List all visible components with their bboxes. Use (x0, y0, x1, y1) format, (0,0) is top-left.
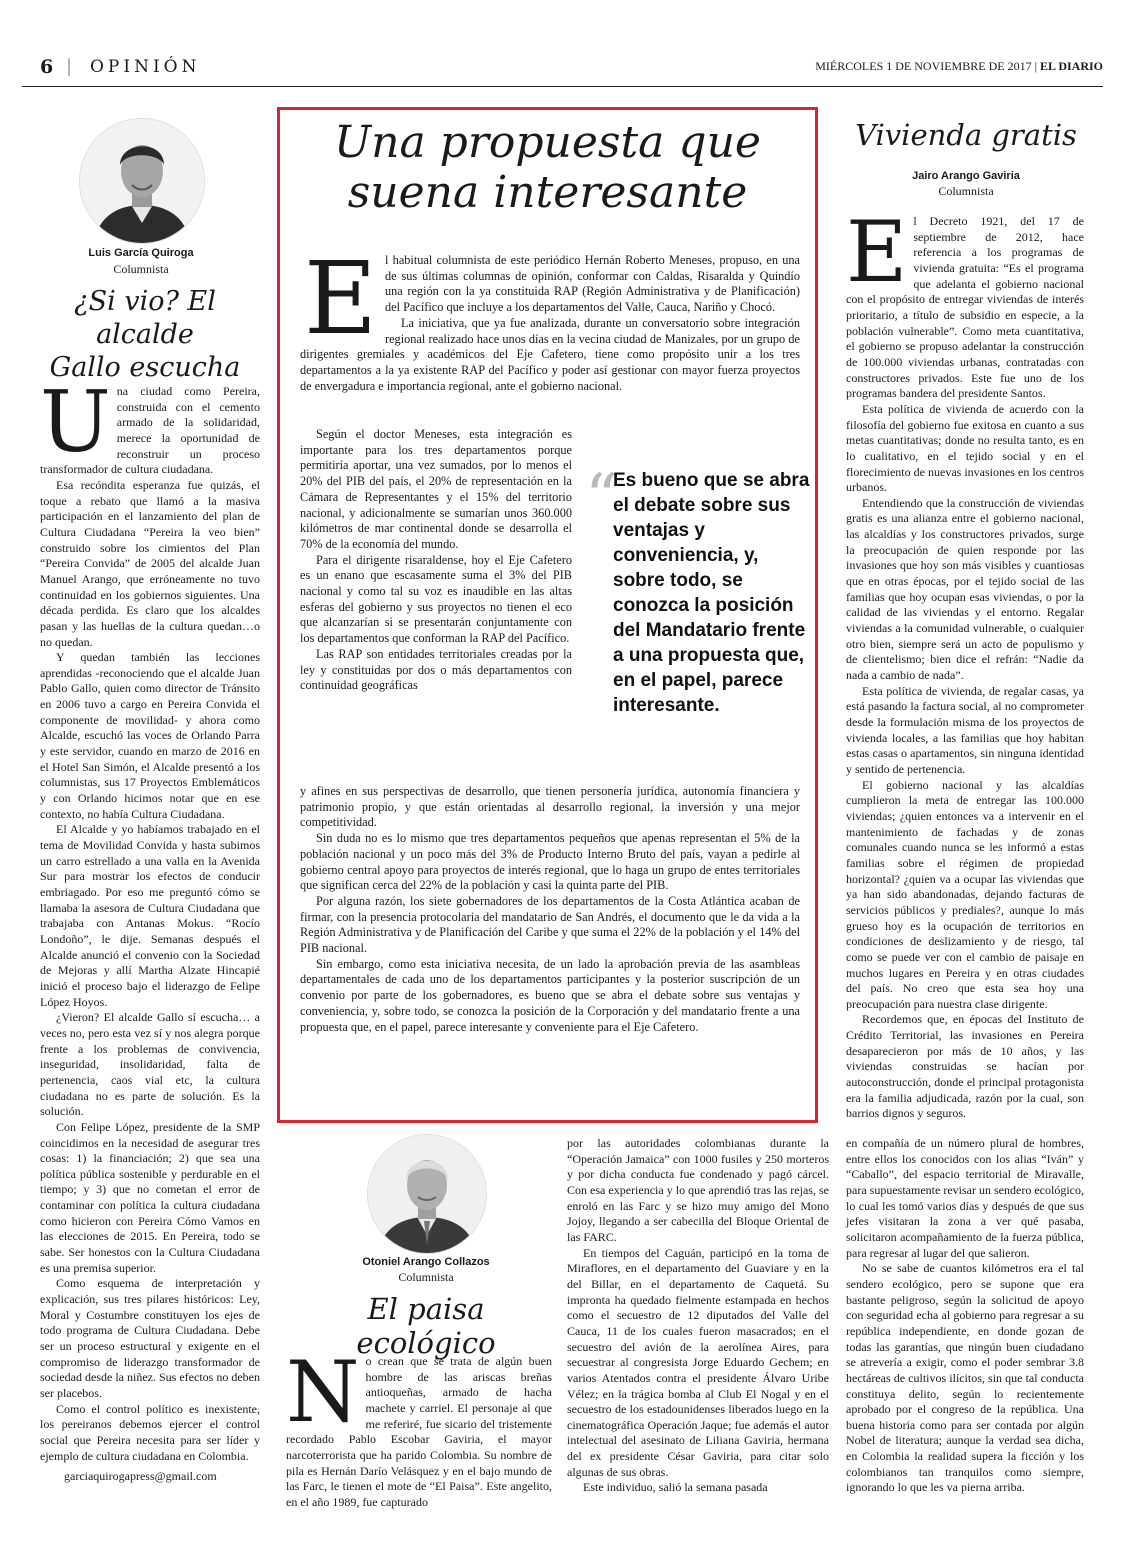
paragraph: y afines en sus perspectivas de desarrollo, que tienen personería jurídica, autonomía financiera y patrimonio propio, y que están orientadas al desarrollo regional, la inversión y una mejor competitividad. (300, 784, 800, 830)
header-rule (22, 86, 1103, 87)
paragraph: Para el dirigente risaraldense, hoy el Eje Cafetero es un enano que escasamente suma el 3% del PIB nacional y como tal su voz es inaudible en las altas esferas del gobierno y sus proyectos no tienen el eco que alcanzarían si se presentarán conjuntamente con los departamentos que conforman la RAP del Pacífico. (300, 552, 572, 646)
author-role-bottom: Columnista (398, 1270, 454, 1284)
paragraph: Con Felipe López, presidente de la SMP coincidimos en la necesidad de asegurar tres cosas: 1) la financiación; 2) que sea una política pública sostenible y perdurable en el tiempo; y 3) que no cometan el error de contaminar con política la cultura ciudadana como hicieron con Pereira Cómo Vamos en las elecciones de 2015. En Pereira, todo se sabe. Ser honestos con la Cultura Ciudadana es una premisa superior. (40, 1119, 260, 1275)
paragraph: Como esquema de interpretación y explicación, sus tres pilares históricos: Ley, Moral y Costumbre constituyen los ejes de todo programa de Cultura Ciudadana. Debe ser un proceso estructural y exigente en el compromiso de liderazgo transformador de sociedad desde la niñez. Sus efectos no deben ser placebos. (40, 1276, 260, 1400)
section-title: OPINIÓN (90, 57, 201, 77)
paragraph: Este individuo, salió la semana pasada (583, 1480, 768, 1495)
author-role-left: Columnista (113, 262, 169, 276)
headline-bottom: El paisa ecológico (356, 1292, 496, 1360)
paragraph: Según el doctor Meneses, esta integración es importante para los tres departamentos porque permitiría aportar, una vez sumados, por lo menos el 20% del PIB del país, el 20% de representación en la Cámara de Representantes y el 15% del territorio nacional, y adicionalmente se sumarían unos 360.000 kilómetros de mar continental donde se desarrolla el 70% de la economía del mundo. (300, 427, 572, 551)
quote-mark-icon: “ (585, 461, 618, 535)
headline-center-line2: suena interesante (347, 167, 748, 218)
avatar-otoniel-arango-collazos (367, 1134, 487, 1254)
paragraph: Como el control político es inexistente, los pereiranos debemos ejercer el control social que Pereira necesita para ser líder y ejemplo de cultura ciudadana en Colombia. (40, 1401, 260, 1463)
headline-center (290, 118, 805, 218)
header-separator: | (66, 56, 73, 77)
paragraph: ¿Vieron? El alcalde Gallo sí escucha… a veces no, pero esta vez sí y nos alegra porque frente a los problemas de convivencia, inseguridad, insolidaridad, falta de pertenencia, caos vial etc, la cultura ciudadana no es parte de solución. Es la solución. (40, 1010, 260, 1119)
paragraph: Sin embargo, como esta iniciativa necesita, de un lado la aprobación previa de las asambleas departamentales de cada uno de los departamentos participantes y la posterior suscripción de un convenio por parte de los gobernadores, es bueno que se abra el debate sobre sus ventajas y conveniencia, y, sobre todo, se conozca la posición de la Corporación y del mandatario frente a una propuesta que, en el papel, parece interesante y conveniente para el Eje Cafetero. (300, 956, 800, 1034)
paragraph: Las RAP son entidades territoriales creadas por la ley y constituidas por dos o más departamentos con continuidad geográficas (300, 646, 572, 693)
author-role-right: Columnista (938, 184, 994, 198)
paragraph: Sin duda no es lo mismo que tres departamentos pequeños que apenas representan el 5% de la población nacional y un poco más del 3% de Producto Interno Bruto del país, vayan a pedirle al gobierno central apoyo para proyectos de interés regional, que lo haga un grupo de entes territoriales que significan cerca del 22% de la población y casi la quinta parte del PIB. (300, 831, 800, 893)
pull-quote: Es bueno que se abra el debate sobre sus ventajas y conveniencia, y, sobre todo, se conozca la posición del Mandatario frente a una propuesta que, en el papel, parece interesante. (613, 470, 810, 716)
bottom-col-1 (286, 1343, 552, 1511)
paragraph: Esta política de vivienda, de regalar casas, ya está pasando la factura social, al no comprometer desde la formulación misma de los proyectos de vivienda locales, a las familias que hoy habitan estas casas o apartamentos, sin ninguna identidad y sentido de pertenencia. (846, 683, 1084, 776)
date-text: MIÉRCOLES 1 DE NOVIEMBRE DE 2017 | (815, 59, 1037, 73)
author-name-bottom: Otoniel Arango Collazos (362, 1256, 490, 1268)
portrait-icon (80, 119, 204, 243)
header-date (815, 59, 1103, 74)
headline-center-line1: Una propuesta que (334, 117, 761, 168)
drop-cap: U (40, 373, 111, 471)
paragraph: La iniciativa, que ya fue analizada, durante un conversatorio sobre integración regional realizado hace unos días en la vecina ciudad de Manizales, por un grupo de dirigentes gremiales y académicos del Eje Cafetero, tiene como propósito unir a los tres departamentos a la ya existente RAP del Pacífico y poder así gestionar con mayor fuerza proyectos de envergadura e importancia regional, ante el gobierno nacional. (300, 315, 800, 393)
paragraph: por las autoridades colombianas durante la “Operación Jamaica” con 1000 fusiles y 250 morteros y por dicha conducta fue condenado y pagó cárcel. Con esa experiencia y lo que aprendió tras las rejas, se enroló en las Farc y se hizo muy amigo del Mono Jojoy, llegando a ser cabecilla del Bloque Oriental de las FARC. (567, 1136, 829, 1244)
right-column-body (846, 203, 1084, 1122)
paragraph: Esa recóndita esperanza fue quizás, el toque a rebato que llamó a la masiva participación en el lanzamiento del plan de Cultura Ciudadana “Pereira la veo bien” construido sobre los cimientos del Plan “Pereira Convida” de 2005 del alcalde Juan Manuel Arango, que erróneamente no tuvo continuidad en los gobiernos siguientes. Una década perdida. Es claro que los alcaldes pasan y las huellas de la cultura quedan…o no quedan. (40, 477, 260, 649)
headline-left-line1: ¿Si vio? El alcalde (74, 286, 216, 350)
page-number: 6 (40, 56, 54, 78)
headline-right: Vivienda gratis (855, 118, 1077, 152)
drop-cap: N (286, 1343, 360, 1441)
center-article-intro (300, 240, 800, 394)
paragraph: El Alcalde y yo habíamos trabajado en el tema de Movilidad Convida y hasta subimos un carro estrellado a una valla en la Avenida Sur para mostrar los efectos de conducir embriagado. Por eso me preguntó cómo se llamaba la asesora de Cultura Ciudadana que trabajaba con Antanas Mokus. “Rocío Londoño”, le dije. Semanas después el Alcalde anunció el convenio con la Sociedad de Mejoras y allí Martha Alzate Hincapié inició el proceso bajo el liderazgo de Felipe López Hoyos. (40, 822, 260, 1009)
paragraph: Esta política de vivienda de acuerdo con la filosofía del gobierno fue exitosa en cuanto a sus metas cuantitativas; donde no resulta tanto, es en lo cualitativo, en el tejido social y en el florecimiento de nuevas invasiones en los centros urbanos. (846, 401, 1084, 495)
bottom-col-2 (567, 1136, 829, 1496)
author-email: garciaquirogapress@gmail.com (64, 1469, 217, 1484)
headline-left (40, 285, 250, 384)
paragraph: Una ciudad como Pereira, construida con el cemento armado de la solidaridad, merece la oportunidad de reconstruir un proceso transformador de cultura ciudadana. (40, 373, 260, 477)
paragraph: No crean que se trata de algún buen hombre de las ariscas breñas antioqueñas, armado de hacha machete y carriel. El personaje al que me referiré, fue sicario del tristemente recordado Pablo Escobar Gaviria, el mayor narcoterrorista que ha parido Colombia. Su nombre de pila es Hernán Darío Velásquez y en el bajo mundo de las Farc, le tienen el mote de “El Paisa”. Este angelito, en el año 1989, fue capturado (286, 1343, 552, 1509)
paragraph: El habitual columnista de este periódico Hernán Roberto Meneses, propuso, en una de sus últimas columnas de opinión, conformar con Caldas, Risaralda y Quindío una región con la ya constituida RAP (Región Administrativa y de Planificación) del Pacífico que incluye a los departamentos del Valle, Cauca, Nariño y Chocó. (304, 240, 800, 357)
left-column-body (40, 373, 260, 1485)
paragraph: Y quedan también las lecciones aprendidas -reconociendo que el alcalde Juan Pablo Gallo, quien como director de Tránsito en 2006 tuvo a cargo en Pereira Convida el componente de movilidad- y ahora como Alcalde, escuchó las voces de Orlando Parra y este servidor, cuando en marzo de 2016 en el Hotel San Simón, el Alcalde presentó a los columnistas, sus 17 Proyectos Emblemáticos y con Orlando hicimos notar que en ese contexto, no había Cultura Ciudadana. (40, 650, 260, 821)
drop-cap: E (304, 240, 377, 357)
drop-cap: E (846, 203, 908, 301)
paragraph: No se sabe de cuantos kilómetros era el tal sendero ecológico, pero se supone que era bastante peligroso, según la solicitud de apoyo con seguridad echa al gobierno para regresar a su república independiente, en donde gozan de todas las garantías, que ningún buen ciudadano se atrevería a exigir, como el poder sembrar 3.8 hectáreas de cultivos ilícitos, sin que tal conducta constituya delito, según lo recientemente aprobado por el congreso de la república. Una buena historia como para ser contada por algún Nobel de literatura; aunque la verdad sea dicha, en Colombia la realidad supera la ficción y los colombianos tan tranquilos como siempre, ignorando lo que les va pierna arriba. (846, 1261, 1084, 1495)
author-name-right: Jairo Arango Gaviria (912, 170, 1020, 182)
headline-left-line2: Gallo escucha (49, 352, 241, 383)
portrait-icon (368, 1135, 486, 1253)
author-name-left: Luis García Quiroga (88, 247, 194, 259)
center-article-wide (300, 784, 800, 1035)
paragraph: En tiempos del Caguán, participó en la toma de Miraflores, en el departamento del Guaviare y en la del Billar, en el departamento de Caquetá. Su impronta ha quedado fielmente estampada en hechos como el secuestro de 12 diputados del Valle del Cauca, 11 de los cuales fueron masacrados; en el secuestro del avión de la aerolínea Aires, para secuestrar al congresista Jorge Eduardo Gechem; en varios Atentados contra el presidente Álvaro Uribe Vélez; en la trágica bomba al Club El Nogal y en el secuestro de los estadounidenses liberados luego en la cinematográfica Operación Jaque; fue además el autor intelectual del asesinato de Liliana Gaviria, hermana del ex presidente César Gaviria, para citar solo algunas de sus obras. (567, 1245, 829, 1479)
paragraph: Recordemos que, en épocas del Instituto de Crédito Territorial, las invasiones en Pereira desaparecieron por más de 10 años, y las viviendas construidas se hacían por autoconstrucción, donde el principal protagonista era la familia adjudicada, razón por la cual, son barrios dignos y seguros. (846, 1012, 1084, 1121)
paper-name: EL DIARIO (1039, 59, 1103, 73)
avatar-luis-garcia-quiroga (79, 118, 205, 244)
bottom-col-3 (846, 1136, 1084, 1496)
paragraph: Entendiendo que la construcción de viviendas gratis es una alianza entre el gobierno nacional, las alcaldías y los constructores privados, surge la preocupación de quien responde por las invasiones que hoy son más visibles y cuantiosas que en otras épocas, por el tejido social de las familias que hoy ocupan esas viviendas, o por la calidad de las viviendas y el entorno. Regalar viviendas a la comunidad vulnerable, o cualquier otro bien, siempre será un acto de populismo y de clientelismo; bien dice el refrán: “Nadie da nada a cambio de nada”. (846, 495, 1084, 683)
center-article-narrow (300, 427, 572, 694)
paragraph: Por alguna razón, los siete gobernadores de los departamentos de la Costa Atlántica acaban de firmar, con la presencia protocolaria del mandatario de San Andrés, el documento que le da vida a la Región Administrativa y de Planificación del Caribe y que suma el 22% de la población y el 14% del PIB nacional. (300, 893, 800, 956)
paragraph: El gobierno nacional y las alcaldías cumplieron la meta de entregar las 100.000 viviendas; ¿quien entonces va a intervenir en el mantenimiento de fachadas y de zonas comunales cuando nunca se les informó a estas familias sobre el régimen de propiedad horizontal? ¿quien va a ocupar las viviendas que ya han sido abandonadas, dejando facturas de servicios públicos y prediales?, aunque lo más grueso hoy es la ocupación de territorios en condiciones de deslizamiento y de riesgo, tal como se puede ver con el cambio de paisaje en muchos lugares en Pereira y en otras ciudades del país. No creo que esta sea hoy una preocupación para nuestra clase dirigente. (846, 777, 1084, 1011)
paragraph: El Decreto 1921, del 17 de septiembre de 2012, hace referencia a los programas de vivienda gratuita: “Es el programa que adelanta el gobierno nacional con el propósito de entregar viviendas de interés prioritario, a título de subsidio en especie, a la población vulnerable”. Como meta cuantitativa, el gobierno se propuso adelantar la construcción de 100.000 viviendas urbanas, contratadas con constructores privados. Este fue uno de los programas bandera del presidente Santos. (846, 203, 1084, 401)
paragraph: en compañía de un número plural de hombres, entre ellos los conocidos con los alias “Iván” y “Caballo”, del espacio territorial de Miravalle, para supuestamente revisar un sendero ecológico, lo cual les tomó varios días y después de que sus jefes visitaran la zona a ver qué pasaba, solicitaron acompañamiento de la fuerza pública, para regresar al lugar del que salieron. (846, 1136, 1084, 1260)
